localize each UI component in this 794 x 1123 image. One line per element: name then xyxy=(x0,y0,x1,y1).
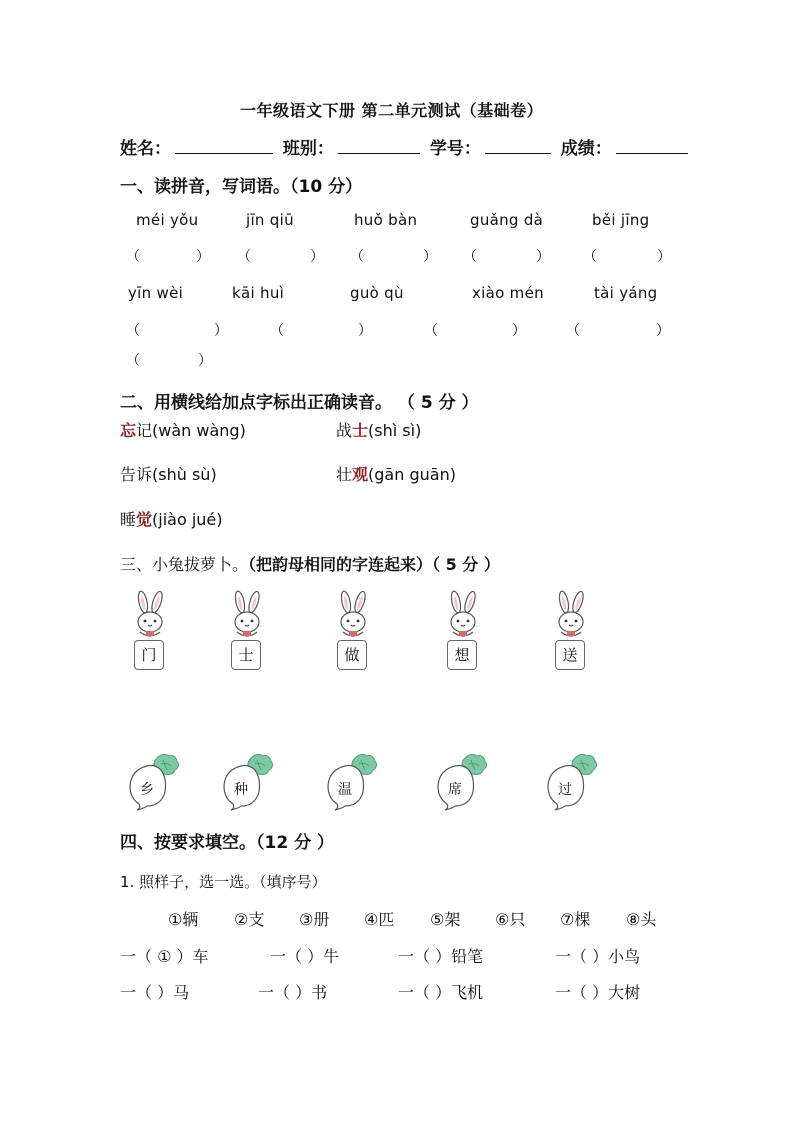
radish-card[interactable] xyxy=(221,752,275,810)
page-title: 一年级语文下册 第二单元测试（基础卷） xyxy=(240,101,544,120)
radish-char: 席 xyxy=(448,782,462,798)
rabbit-card[interactable] xyxy=(551,590,591,672)
item-text: (jiào jué) xyxy=(152,510,223,529)
section1-heading: 一、读拼音，写词语。（10 分） xyxy=(120,177,363,197)
option-4: ④匹 xyxy=(364,910,395,929)
item-text: 战 xyxy=(336,421,353,440)
item-gaosu xyxy=(120,462,217,485)
score-blank[interactable] xyxy=(616,137,688,154)
answer-paren-open: （ xyxy=(424,323,438,339)
section2-heading: 二、用横线给加点字标出正确读音。 （ 5 分 ） xyxy=(120,393,479,413)
answer-paren-close: ） xyxy=(512,323,526,339)
rabbit-char-box[interactable]: 想 xyxy=(447,640,477,670)
item-text: 壮 xyxy=(336,465,353,484)
dotted-char: 觉 xyxy=(136,510,153,529)
fill-item[interactable]: 一（ ）牛 xyxy=(270,947,340,966)
fill-item[interactable]: 一（ ）飞机 xyxy=(398,983,484,1002)
fill-item[interactable]: 一（ ① ）车 xyxy=(120,947,209,966)
answer-paren-open: （ xyxy=(237,249,251,265)
item-text: 告诉 xyxy=(120,465,153,484)
answer-paren-open: （ xyxy=(350,249,364,265)
answer-paren-open: （ xyxy=(126,323,140,339)
class-blank[interactable] xyxy=(338,137,420,154)
answer-paren-open: （ xyxy=(126,353,140,369)
section3-heading xyxy=(120,552,500,575)
pinyin-1-3: huǒ bàn xyxy=(354,211,418,229)
section3-heading-instruction: （把韵母相同的字连起来）（ 5 分 ） xyxy=(248,555,500,574)
id-blank[interactable] xyxy=(485,137,551,154)
option-5: ⑤架 xyxy=(430,910,461,929)
radish-char: 过 xyxy=(558,782,572,798)
rabbit-char-box[interactable]: 士 xyxy=(231,640,261,670)
fill-item[interactable]: 一（ ）铅笔 xyxy=(398,947,484,966)
dotted-char: 观 xyxy=(352,465,369,484)
option-1: ①辆 xyxy=(168,910,199,929)
score-label: 成绩： xyxy=(560,139,612,159)
rabbit-card[interactable] xyxy=(227,590,267,672)
rabbit-card[interactable] xyxy=(333,590,373,672)
pinyin-2-1: yīn wèi xyxy=(128,284,184,302)
item-text: (shù sù) xyxy=(152,465,217,484)
option-8: ⑧头 xyxy=(626,910,657,929)
answer-paren-open: （ xyxy=(126,249,140,265)
header-info xyxy=(120,134,692,159)
section3-heading-text: 三、小兔拔萝卜。 xyxy=(120,555,249,574)
answer-paren-close: ） xyxy=(196,249,210,265)
rabbit-icon xyxy=(443,590,483,642)
answer-paren-close: ） xyxy=(656,323,670,339)
fill-item[interactable]: 一（ ）书 xyxy=(258,983,328,1002)
answer-paren-open: （ xyxy=(583,249,597,265)
question-1: 1. 照样子，选一选。（填序号） xyxy=(120,873,327,891)
option-6: ⑥只 xyxy=(495,910,526,929)
item-shuijiao xyxy=(120,507,223,530)
pinyin-1-4: guǎng dà xyxy=(470,211,544,229)
rabbit-icon xyxy=(551,590,591,642)
fill-item[interactable]: 一（ ）大树 xyxy=(555,983,641,1002)
answer-paren-close: ） xyxy=(198,353,212,369)
rabbit-icon xyxy=(333,590,373,642)
dotted-char: 忘 xyxy=(120,421,137,440)
answer-paren-open: （ xyxy=(270,323,284,339)
pinyin-1-1: méi yǒu xyxy=(136,211,199,229)
option-2: ②支 xyxy=(234,910,265,929)
answer-paren-open: （ xyxy=(566,323,580,339)
pinyin-2-2: kāi huì xyxy=(232,284,285,302)
rabbit-card[interactable] xyxy=(443,590,483,672)
item-text: (shì sì) xyxy=(368,421,422,440)
option-3: ③册 xyxy=(299,910,330,929)
option-7: ⑦棵 xyxy=(560,910,591,929)
pinyin-2-3: guò qù xyxy=(350,284,404,302)
radish-char: 温 xyxy=(338,782,352,798)
item-zhuangguan xyxy=(336,462,456,485)
pinyin-1-2: jīn qiū xyxy=(246,211,294,229)
answer-paren-close: ） xyxy=(536,249,550,265)
radish-card[interactable] xyxy=(435,752,489,810)
answer-paren-close: ） xyxy=(310,249,324,265)
rabbit-card[interactable] xyxy=(130,590,170,672)
radish-char: 乡 xyxy=(140,782,154,798)
pinyin-2-4: xiào mén xyxy=(472,284,544,302)
answer-paren-close: ） xyxy=(423,249,437,265)
pinyin-2-5: tài yáng xyxy=(594,284,658,302)
name-label: 姓名： xyxy=(120,139,171,159)
item-text: 记(wàn wàng) xyxy=(136,421,246,440)
item-text: (gān guān) xyxy=(368,465,456,484)
radish-card[interactable] xyxy=(127,752,181,810)
answer-paren-close: ） xyxy=(358,323,372,339)
fill-item[interactable]: 一（ ）小鸟 xyxy=(555,947,641,966)
name-blank[interactable] xyxy=(175,137,273,154)
id-label: 学号： xyxy=(429,139,481,159)
rabbit-icon xyxy=(227,590,267,642)
item-wangji xyxy=(120,418,246,441)
class-label: 班别： xyxy=(282,139,334,159)
radish-char: 种 xyxy=(234,782,248,798)
item-zhanshi xyxy=(336,418,421,441)
radish-card[interactable] xyxy=(325,752,379,810)
pinyin-1-5: běi jīng xyxy=(592,211,650,229)
dotted-char: 士 xyxy=(352,421,369,440)
rabbit-char-box[interactable]: 做 xyxy=(337,640,367,670)
rabbit-char-box[interactable]: 门 xyxy=(134,640,164,670)
rabbit-icon xyxy=(130,590,170,642)
rabbit-char-box[interactable]: 送 xyxy=(555,640,585,670)
fill-item[interactable]: 一（ ）马 xyxy=(120,983,190,1002)
radish-card[interactable] xyxy=(545,752,599,810)
answer-paren-open: （ xyxy=(463,249,477,265)
section4-heading: 四、按要求填空。（12 分 ） xyxy=(120,833,334,853)
answer-paren-close: ） xyxy=(214,323,228,339)
answer-paren-close: ） xyxy=(657,249,671,265)
item-text: 睡 xyxy=(120,510,137,529)
